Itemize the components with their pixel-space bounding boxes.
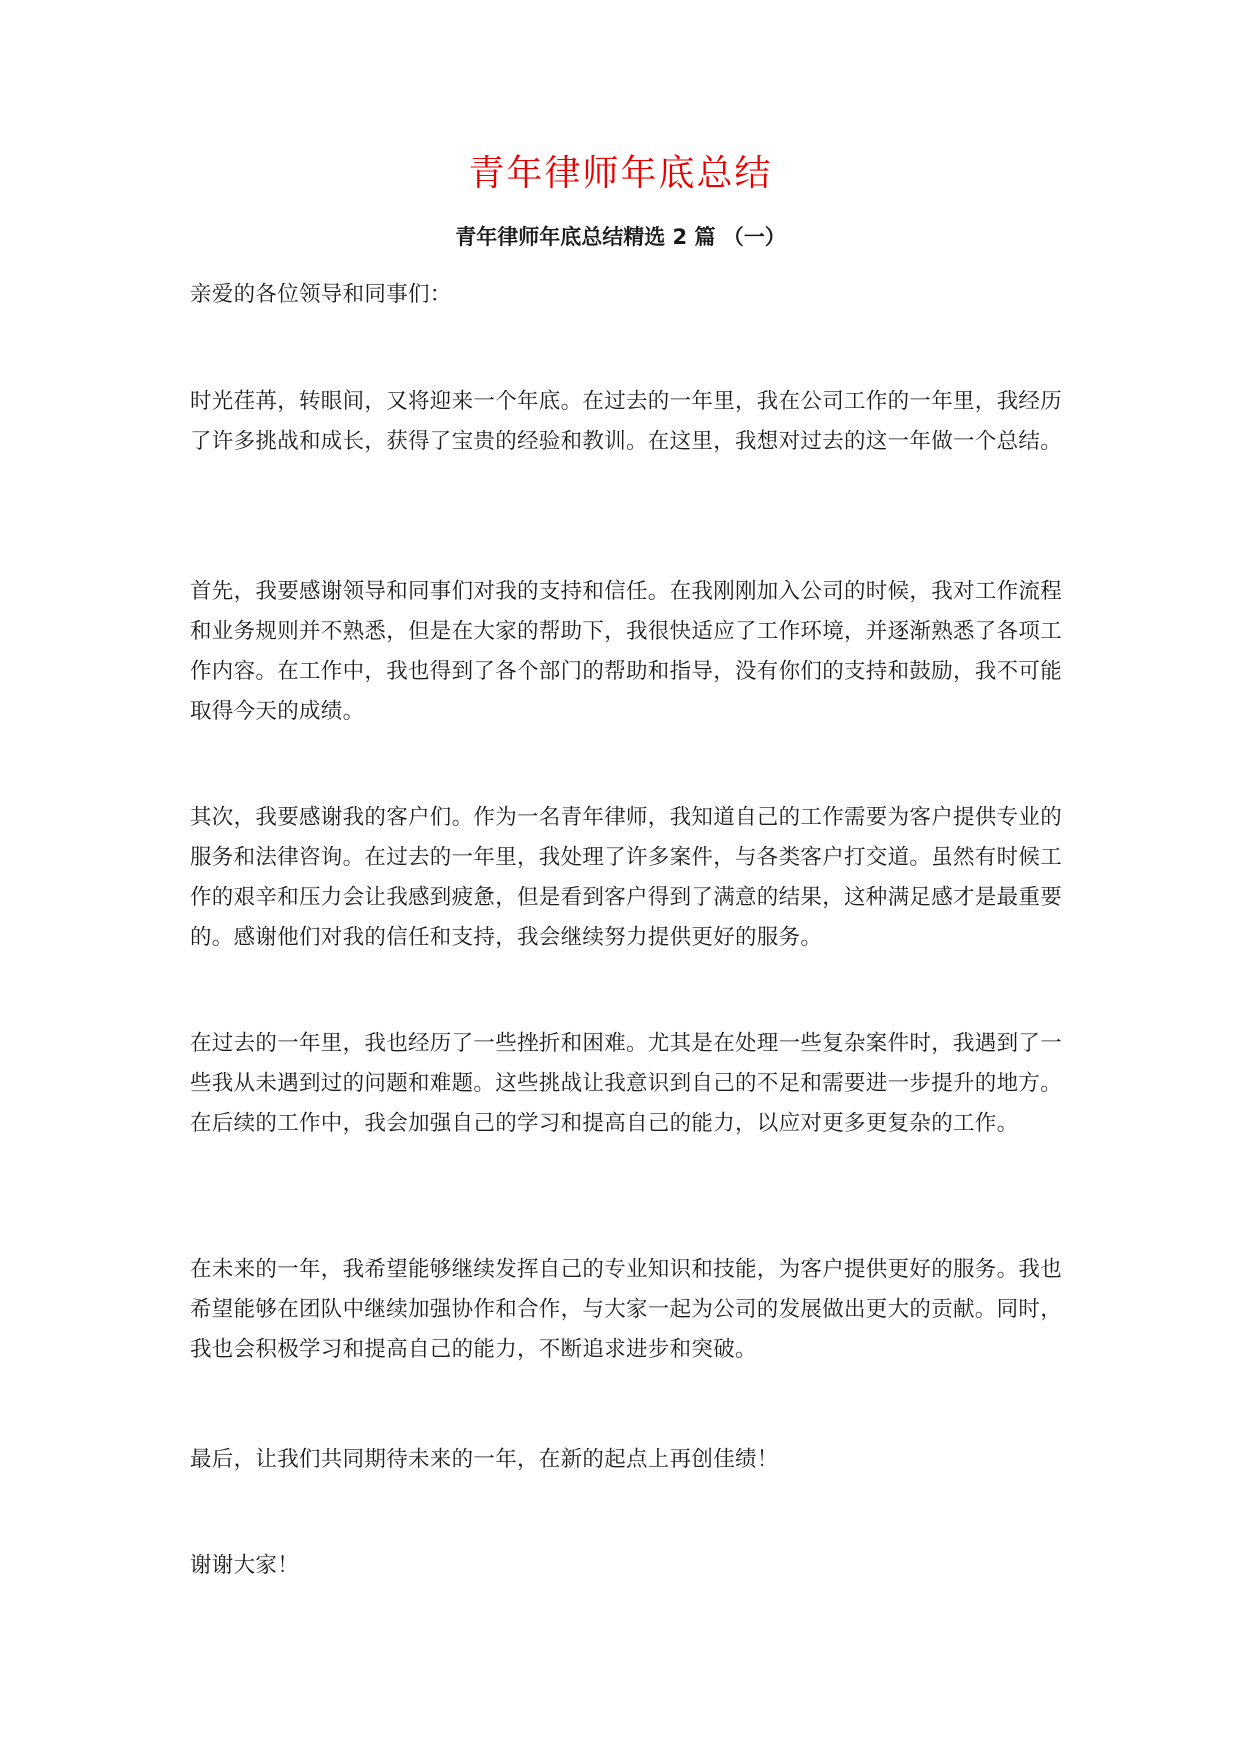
paragraph-challenges: 在过去的一年里，我也经历了一些挫折和困难。尤其是在处理一些复杂案件时，我遇到了一些我从未遇到过的问题和难题。这些挑战让我意识到自己的不足和需要进一步提升的地方。在后续的工作中，我会加强自己的学习和提高自己的能力，以应对更多更复杂的工作。 bbox=[190, 1031, 1063, 1136]
paragraph-finally: 最后，让我们共同期待未来的一年，在新的起点上再创佳绩！ bbox=[190, 1447, 779, 1472]
paragraph-intro: 时光荏苒，转眼间，又将迎来一个年底。在过去的一年里，我在公司工作的一年里，我经历了许多挑战和成长，获得了宝贵的经验和教训。在这里，我想对过去的这一年做一个总结。 bbox=[190, 389, 1063, 454]
document-subtitle: 青年律师年底总结精选 2 篇 （一） bbox=[455, 225, 786, 249]
paragraph-future: 在未来的一年，我希望能够继续发挥自己的专业知识和技能，为客户提供更好的服务。我也希望能够在团队中继续加强协作和合作，与大家一起为公司的发展做出更大的贡献。同时，我也会积极学习和提高自己的能力，不断追求进步和突破。 bbox=[190, 1257, 1063, 1362]
closing-line: 谢谢大家！ bbox=[190, 1553, 300, 1578]
paragraph-thanks-clients: 其次，我要感谢我的客户们。作为一名青年律师，我知道自己的工作需要为客户提供专业的服务和法律咨询。在过去的一年里，我处理了许多案件，与各类客户打交道。虽然有时候工作的艰辛和压力会让我感到疲惫，但是看到客户得到了满意的结果，这种满足感才是最重要的。感谢他们对我的信任和支持，我会继续努力提供更好的服务。 bbox=[190, 805, 1063, 950]
document-title: 青年律师年底总结 bbox=[468, 153, 773, 194]
greeting-line: 亲爱的各位领导和同事们： bbox=[190, 282, 452, 307]
paragraph-thanks-colleagues: 首先，我要感谢领导和同事们对我的支持和信任。在我刚刚加入公司的时候，我对工作流程和业务规则并不熟悉，但是在大家的帮助下，我很快适应了工作环境，并逐渐熟悉了各项工作内容。在工作中，我也得到了各个部门的帮助和指导，没有你们的支持和鼓励，我不可能取得今天的成绩。 bbox=[190, 579, 1063, 724]
